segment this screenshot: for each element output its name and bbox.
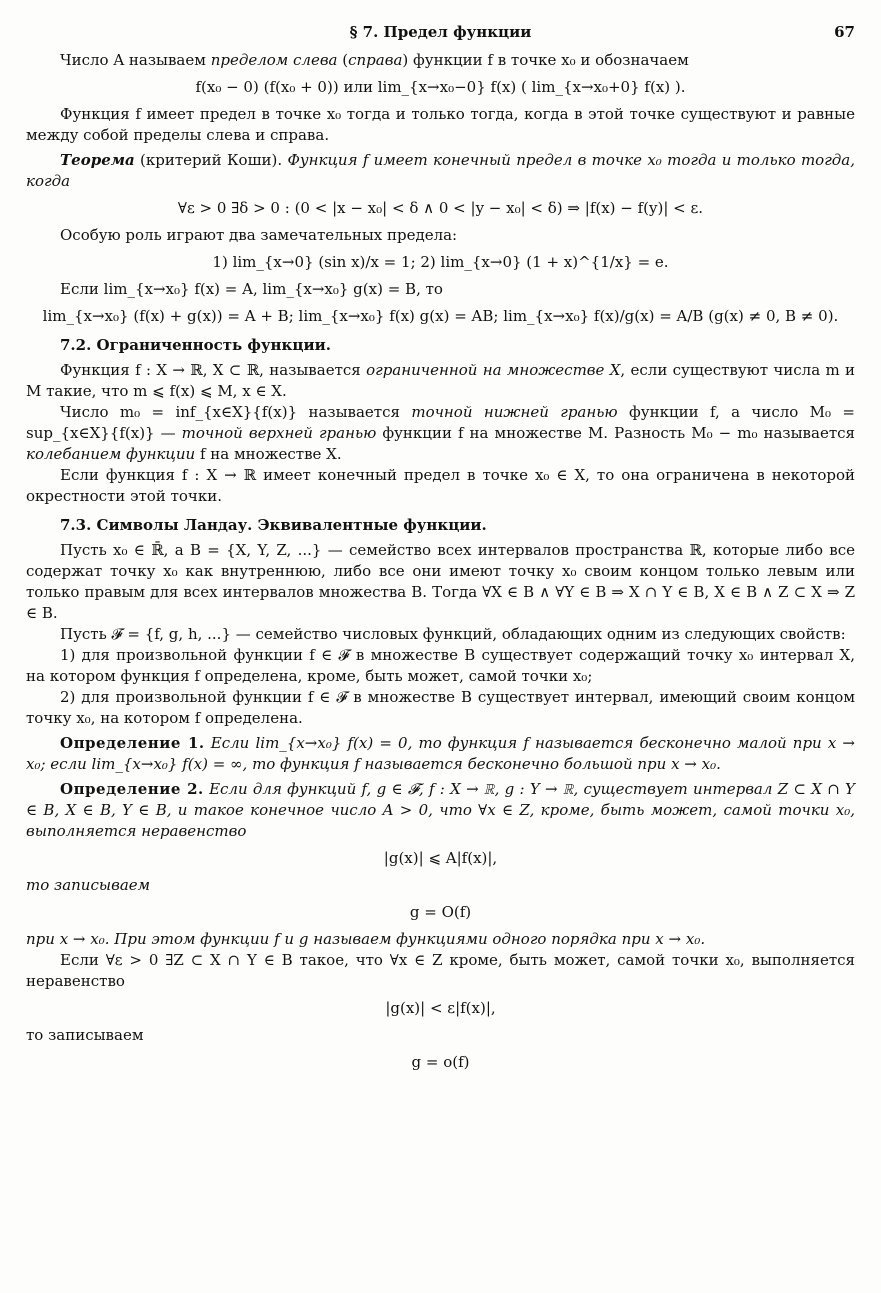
text-span: функции f, а число M₀ = sup_{x∈X}{f(x)} — (26, 403, 855, 442)
section-heading-7-3: 7.3. Символы Ландау. Эквивалентные функции. (60, 516, 487, 534)
definition-1-text: Если lim_{x→x₀} f(x) = 0, то функция f называется бесконечно малой при x → x₀; если lim_{x→x₀} f(x) = ∞, то функция f называется бесконечно большой при x → x₀. (26, 734, 855, 773)
page-number: 67 (834, 23, 855, 41)
paragraph-limit-existence: Функция f имеет предел в точке x₀ тогда и только тогда, когда в этой точке существуют и равные между собой пределы слева и справа. (26, 105, 855, 144)
formula-little-o-inequality: |g(x)| < ε|f(x)|, (385, 999, 496, 1017)
term-oscillation: колебанием функции (26, 445, 196, 463)
paragraph-infimum-supremum (26, 402, 855, 465)
text-span: , если существуют числа m и M такие, что m ⩽ f(x) ⩽ M, x ∈ X. (26, 361, 856, 400)
text-span: Функция f : X → ℝ, X ⊂ ℝ, называется (60, 361, 367, 379)
paragraph-then-write-2: то записываем (26, 1026, 144, 1044)
theorem-text: Функция f имеет конечный предел в точке x₀ тогда и только тогда, когда (26, 151, 855, 190)
definition-1 (26, 733, 855, 775)
term-infimum: точной нижней гранью (411, 403, 618, 421)
definition-2-text: Если для функций f, g ∈ 𝓕, f : X → ℝ, g : Y → ℝ, существует интервал Z ⊂ X ∩ Y ∈ B, X ∈ B, Y ∈ B, и такое конечное число A > 0, что ∀x ∈ Z, кроме, быть может, самой точки x₀, выполняется неравенство (26, 780, 855, 840)
paragraph-remarkable-limits: Особую роль играют два замечательных предела: (60, 226, 458, 244)
paragraph-local-boundedness: Если функция f : X → ℝ имеет конечный предел в точке x₀ ∈ X, то она ограничена в некоторой окрестности этой точки. (26, 466, 855, 505)
paragraph-limit-hypothesis: Если lim_{x→x₀} f(x) = A, lim_{x→x₀} g(x) = B, то (60, 280, 443, 298)
page-header (26, 22, 855, 50)
definition-2 (26, 779, 855, 842)
definition-2-label: Определение 2. (60, 780, 204, 798)
formula-little-o: g = o(f) (411, 1053, 470, 1071)
term-right-limit: справа (348, 51, 403, 69)
term-left-limit: пределом слева (210, 51, 338, 69)
formula-remarkable-limits: 1) lim_{x→0} (sin x)/x = 1; 2) lim_{x→0} (1 + x)^{1/x} = e. (212, 253, 669, 271)
text-span: f на множестве X. (195, 445, 342, 463)
text-span: Число A называем (60, 51, 211, 69)
paragraph-same-order: при x → x₀. При этом функции f и g называем функциями одного порядка при x → x₀. (26, 930, 706, 948)
paragraph-bounded-function (26, 360, 855, 402)
formula-cauchy-criterion: ∀ε > 0 ∃δ > 0 : (0 < |x − x₀| < δ ∧ 0 < |y − x₀| < δ) ⇒ |f(x) − f(y)| < ε. (177, 199, 704, 217)
section-title: § 7. Предел функции (349, 23, 532, 41)
text-span: ( (337, 51, 349, 69)
formula-one-sided-limits: f(x₀ − 0) (f(x₀ + 0)) или lim_{x→x₀−0} f(x) ( lim_{x→x₀+0} f(x) ). (195, 78, 686, 96)
paragraph-property-1: 1) для произвольной функции f ∈ 𝓕 в множестве B существует содержащий точку x₀ интервал X, на котором функция f определена, кроме, быть может, самой точки x₀; (26, 646, 855, 685)
term-supremum: точной верхней гранью (181, 424, 377, 442)
theorem-note: (критерий Коши). (134, 151, 288, 169)
limit-left-right-definition (26, 50, 855, 71)
paragraph-interval-family: Пусть x₀ ∈ ℝ̄, а B = {X, Y, Z, ...} — семейство всех интервалов пространства ℝ, которые либо все содержат точку x₀ как внутреннюю, либо все они имеют точку x₀ своим концом только левым или только правым для всех интервалов множества B. Тогда ∀X ∈ B ∧ ∀Y ∈ B ⇒ X ∩ Y ∈ B, X ∈ B ∧ Z ⊂ X ⇒ Z ∈ B. (26, 541, 855, 622)
formula-limit-arithmetic: lim_{x→x₀} (f(x) + g(x)) = A + B; lim_{x→x₀} f(x) g(x) = AB; lim_{x→x₀} f(x)/g(x) = A/B (g(x) ≠ 0, B ≠ 0). (42, 307, 839, 325)
paragraph-property-2: 2) для произвольной функции f ∈ 𝓕 в множестве B существует интервал, имеющий своим концом точку x₀, на котором f определена. (26, 688, 855, 727)
formula-big-o-inequality: |g(x)| ⩽ A|f(x)|, (383, 849, 498, 867)
formula-big-o: g = O(f) (409, 903, 472, 921)
theorem-cauchy (26, 150, 855, 192)
term-bounded: ограниченной на множестве X (366, 361, 621, 379)
text-span: ) функции f в точке x₀ и обозначаем (402, 51, 689, 69)
text-span: Число m₀ = inf_{x∈X}{f(x)} называется (60, 403, 412, 421)
text-span: функции f на множестве M. Разность M₀ − m₀ называется (376, 424, 855, 442)
section-heading-7-2: 7.2. Ограниченность функции. (60, 336, 331, 354)
paragraph-little-o-condition: Если ∀ε > 0 ∃Z ⊂ X ∩ Y ∈ B такое, что ∀x ∈ Z кроме, быть может, самой точки x₀, выполняется неравенство (26, 951, 855, 990)
definition-1-label: Определение 1. (60, 734, 205, 752)
paragraph-then-write-1: то записываем (26, 876, 151, 894)
paragraph-function-family: Пусть 𝓕 = {f, g, h, ...} — семейство числовых функций, обладающих одним из следующих свойств: (60, 625, 846, 643)
theorem-label: Теорема (60, 151, 135, 169)
